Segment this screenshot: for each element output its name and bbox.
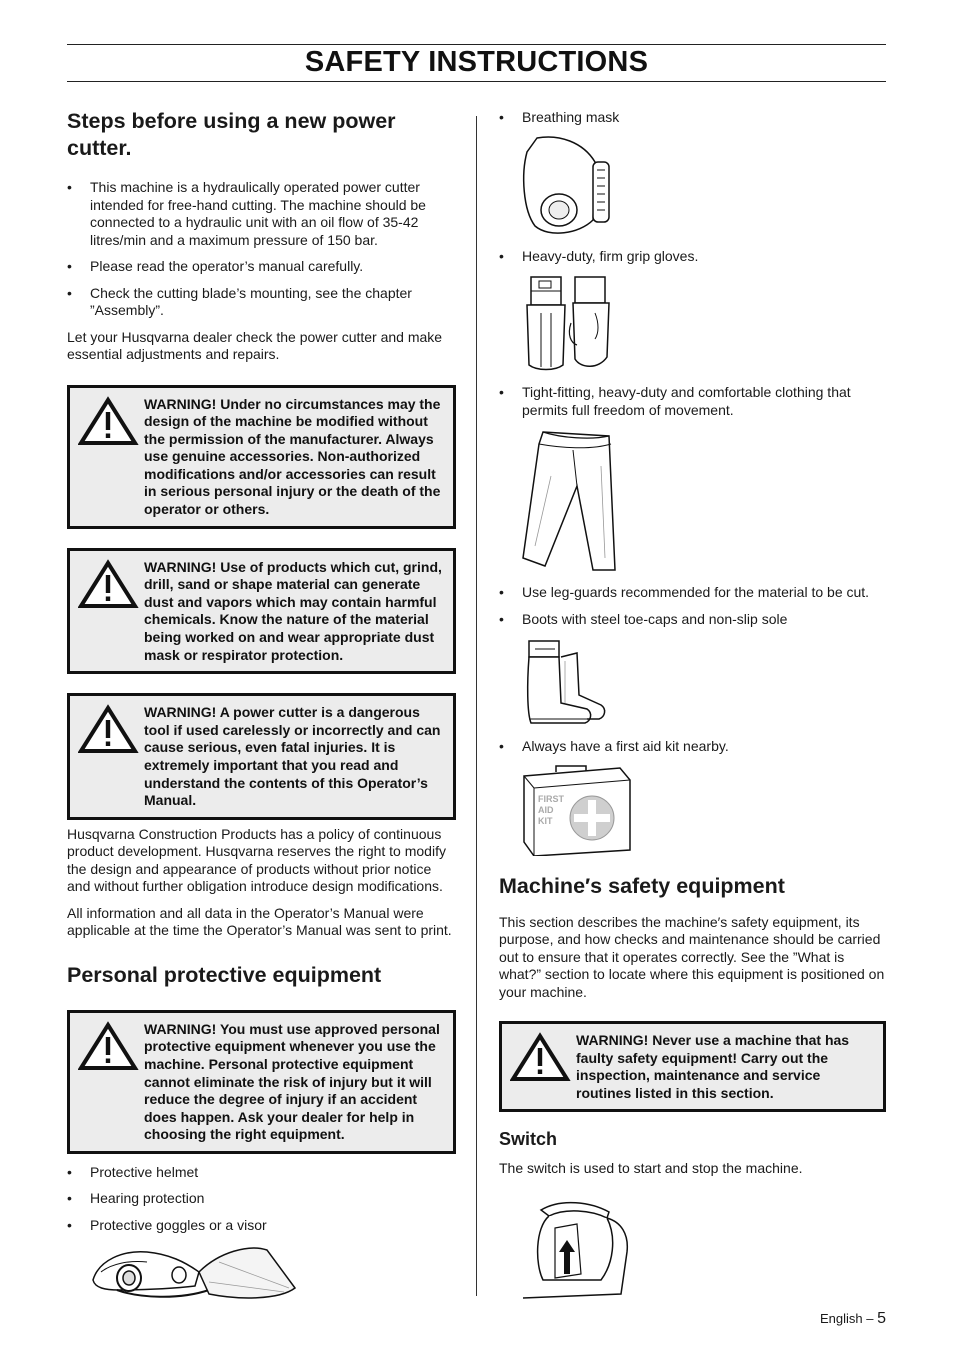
machine-safety-heading: Machine′s safety equipment (499, 873, 785, 898)
first-aid-label: KIT (538, 815, 553, 826)
dealer-paragraph: Let your Husqvarna dealer check the power cutter and make essential adjustments and repairs. (67, 328, 443, 362)
ppe-items-list-1 (499, 109, 886, 127)
left-column (67, 108, 456, 1304)
page-title: SAFETY INSTRUCTIONS (304, 46, 649, 78)
warning-text: WARNING! You must use approved personal protective equipment whenever you use the machine. Personal protective equipment cannot eliminate the risk of injury but it will reduce the degree of injury if an accident does happen. Ask your dealer for help in choosing the right equipment. (144, 1020, 440, 1143)
first-aid-label: FIRST (538, 793, 564, 804)
switch-illustration (521, 1194, 631, 1304)
ppe-items-list-3 (499, 384, 886, 419)
ppe-list (67, 1164, 456, 1235)
warning-text: WARNING! Under no circumstances may the design of the machine be modified without the permission of the manufacturer. Always use genuine accessories. Non-authorized modifications and/or accessories can result in serious personal injury or the death of the operator or others. (144, 395, 441, 518)
warning-triangle-icon (78, 559, 144, 609)
boots-illustration (521, 633, 611, 729)
warning-triangle-icon (78, 704, 144, 754)
data-paragraph: All information and all data in the Operator’s Manual were applicable at the time the Operator’s Manual was sent to print. (67, 904, 452, 939)
warning-box-faulty-equipment (499, 1021, 886, 1112)
warning-box-ppe (67, 1010, 456, 1154)
warning-box-modification (67, 385, 456, 529)
list-item: • Breathing mask (499, 109, 886, 127)
steps-heading: Steps before using a new power cutter. (67, 109, 396, 160)
ppe-items-list-2 (499, 248, 886, 266)
column-divider (476, 116, 477, 1296)
list-item: • Use leg-guards recommended for the material to be cut. (499, 584, 886, 602)
policy-paragraph: Husqvarna Construction Products has a policy of continuous product development. Husqvarna reserves the right to modify the design and appearance of products without prior notice and without further obligation introduce design modifications. (67, 825, 446, 895)
warning-triangle-icon (510, 1032, 576, 1082)
warning-box-dust (67, 548, 456, 675)
steps-list (67, 179, 456, 320)
page-number: 5 (877, 1310, 886, 1327)
switch-paragraph: The switch is used to start and stop the machine. (499, 1160, 803, 1177)
warning-text: WARNING! Never use a machine that has faulty safety equipment! Carry out the inspection, maintenance and service routines listed in this section. (576, 1032, 850, 1101)
header-bottom-rule (67, 81, 886, 82)
list-item: • Protective helmet (67, 1164, 456, 1182)
footer-language: English (819, 1311, 863, 1326)
list-item: • Always have a first aid kit nearby. (499, 738, 886, 756)
warning-box-dangerous-tool (67, 693, 456, 820)
list-item: • Please read the operator’s manual carefully. (67, 258, 456, 276)
list-item: • Protective goggles or a visor (67, 1217, 456, 1235)
warning-text: WARNING! Use of products which cut, grind, drill, sand or shape material can generate dust and vapors which may contain harmful chemicals. Know the nature of the material being worked on and wear appropriate dust mask or respirator protection. (144, 558, 442, 663)
helmet-illustration (89, 1242, 299, 1304)
list-item: • Boots with steel toe-caps and non-slip sole (499, 611, 886, 629)
gloves-illustration (519, 273, 619, 373)
list-item: • Tight-fitting, heavy-duty and comfortable clothing that permits full freedom of movement. (499, 384, 886, 419)
header-top-rule (67, 44, 886, 45)
trousers-illustration (521, 426, 621, 572)
ppe-items-list-5 (499, 738, 886, 756)
breathing-mask-illustration (519, 134, 619, 240)
list-item: • Check the cutting blade’s mounting, see the chapter ”Assembly”. (67, 285, 456, 320)
list-item: • Heavy-duty, firm grip gloves. (499, 248, 886, 266)
first-aid-label: AID (538, 804, 554, 815)
first-aid-kit-illustration (522, 762, 634, 856)
footer-separator: – (866, 1311, 874, 1326)
ppe-heading: Personal protective equipment (67, 962, 382, 987)
warning-triangle-icon (78, 1021, 144, 1071)
warning-text: WARNING! A power cutter is a dangerous tool if used carelessly or incorrectly and can cause serious, even fatal injuries. It is extremely important that you read and understand the contents of this Operator’s Manual. (144, 704, 441, 809)
machine-safety-paragraph: This section describes the machine′s safety equipment, its purpose, and how checks and maintenance should be carried out to ensure that it operates correctly. See the ”What is what?” section to locate where this equipment is positioned on your machine. (499, 913, 885, 1000)
ppe-items-list-4 (499, 584, 886, 628)
right-column (499, 109, 886, 1304)
warning-triangle-icon (78, 396, 144, 446)
switch-heading: Switch (499, 1129, 558, 1150)
list-item: • Hearing protection (67, 1190, 456, 1208)
list-item: • This machine is a hydraulically operated power cutter intended for free-hand cutting. The machine should be connected to a hydraulic unit with an oil flow of 35-42 litres/min and a maximum pressure of 150 bar. (67, 179, 456, 249)
page-footer (820, 1310, 886, 1328)
